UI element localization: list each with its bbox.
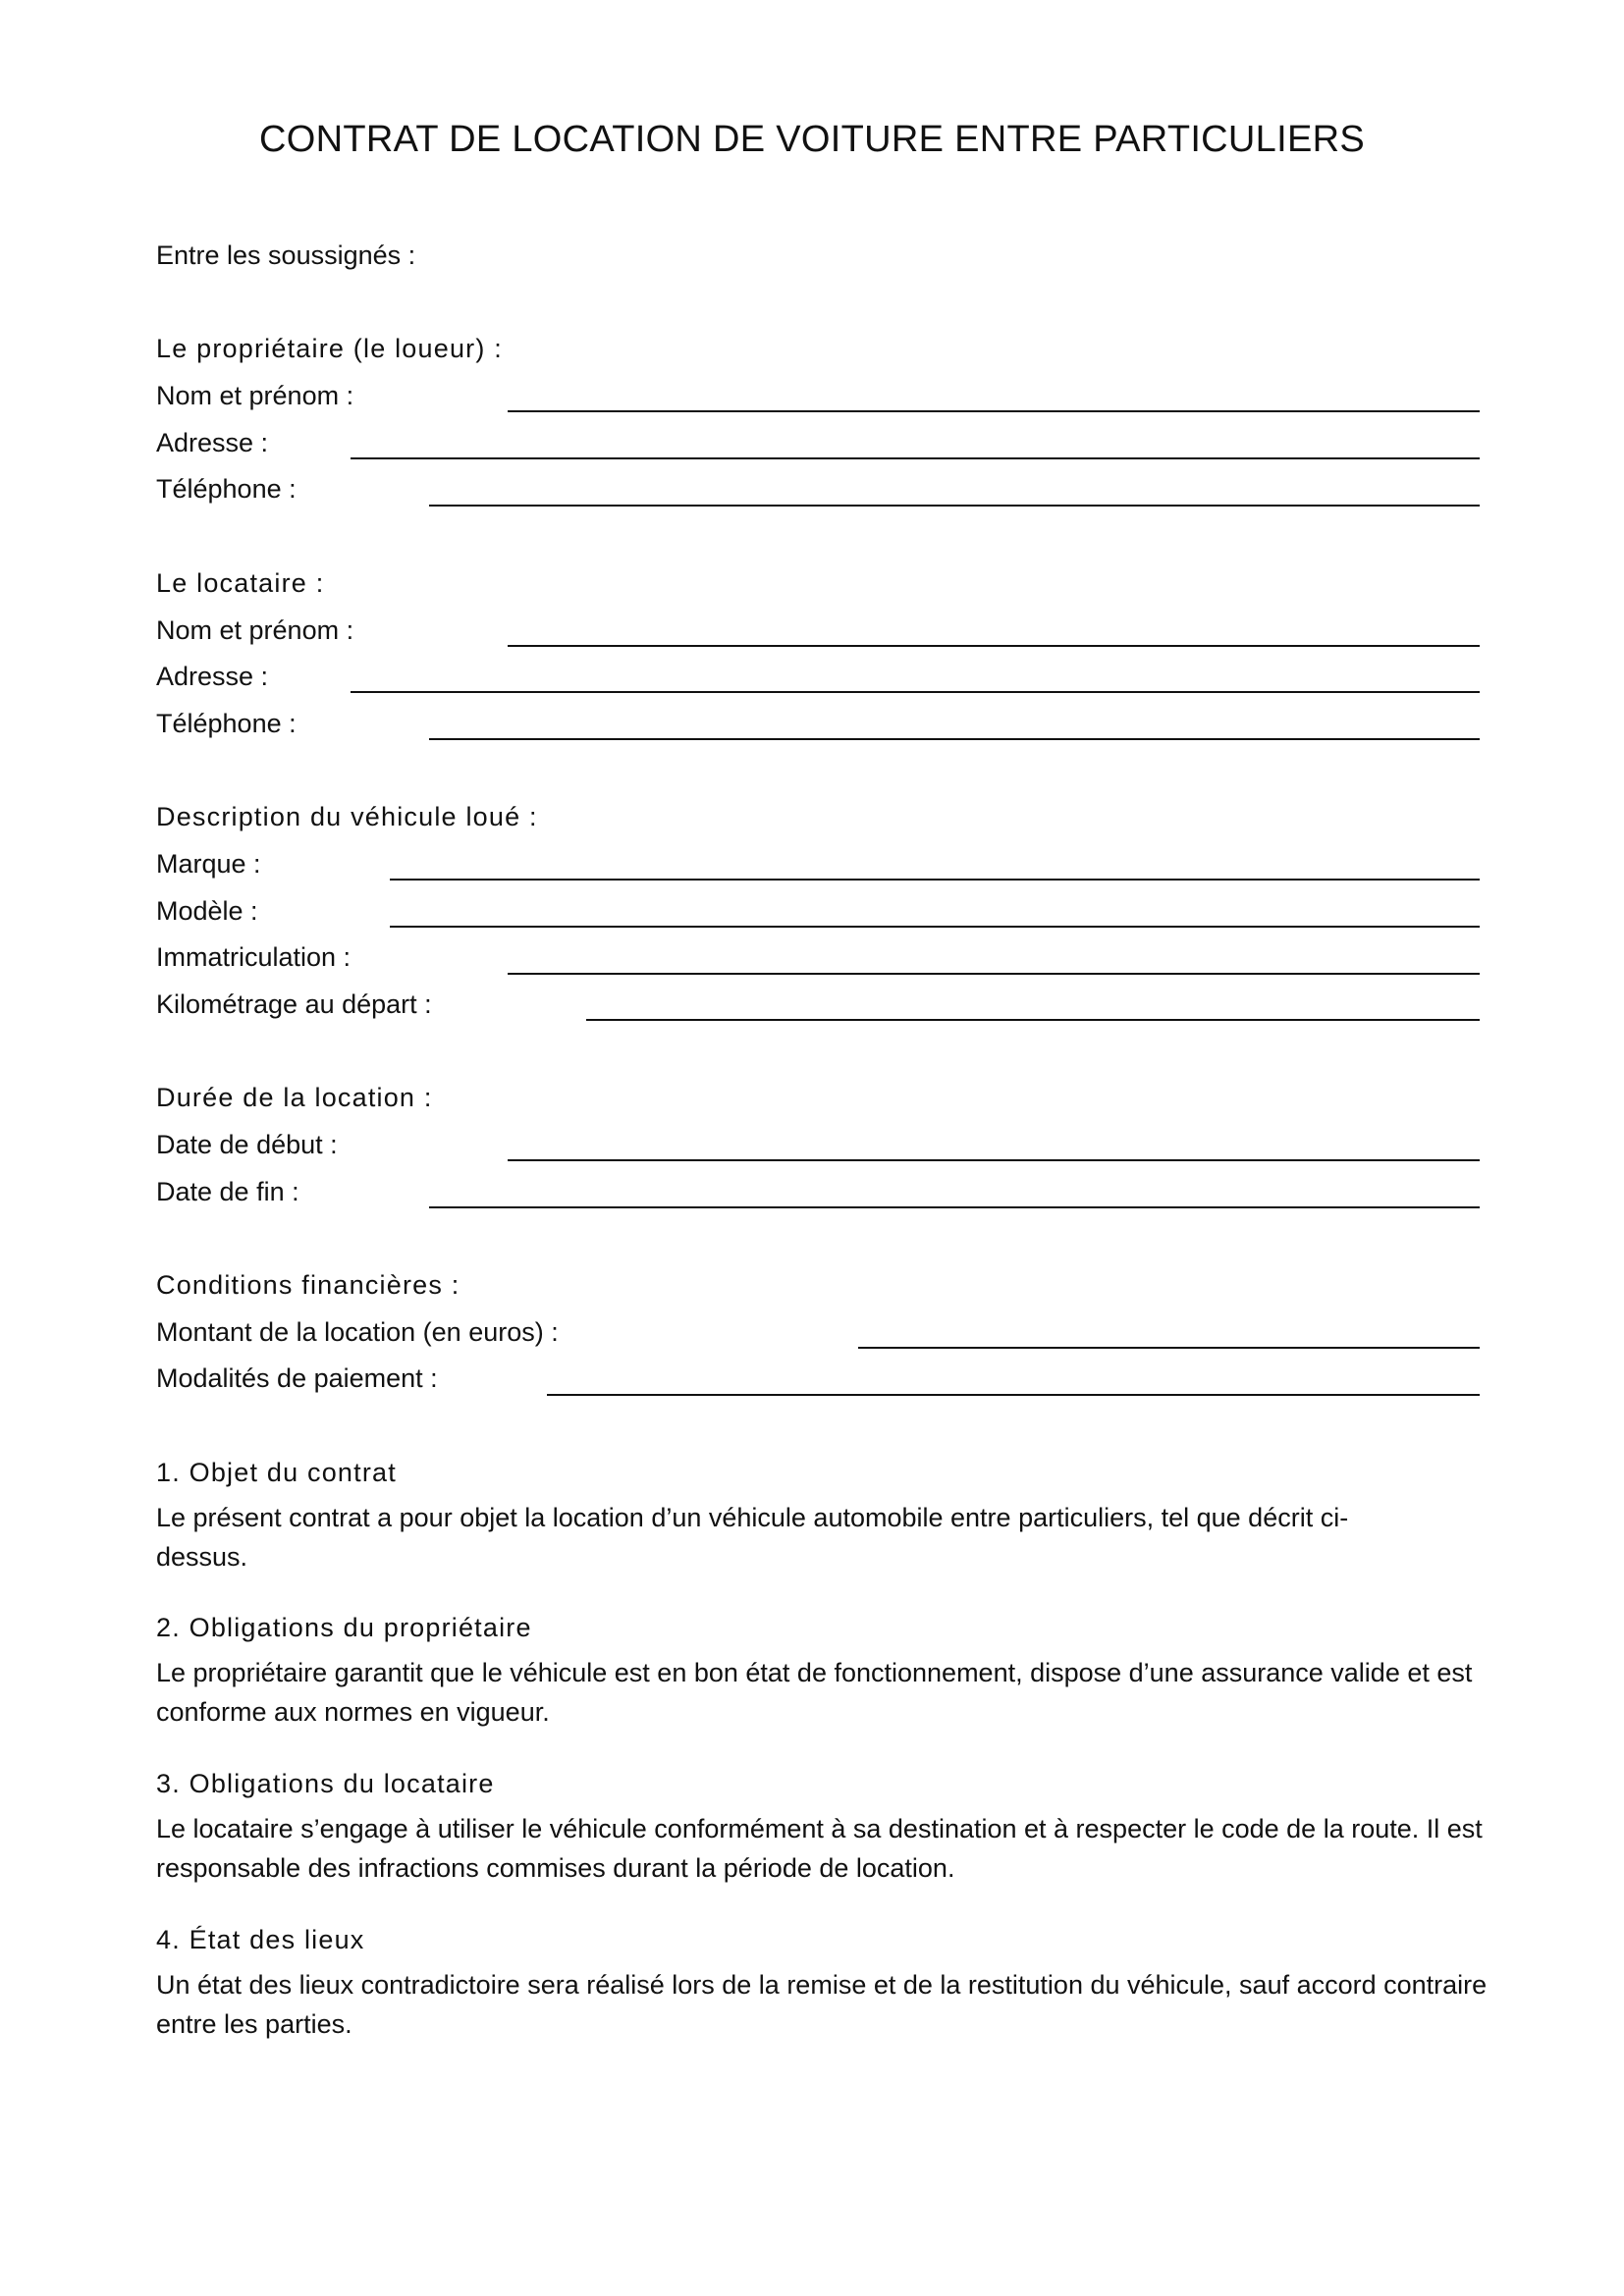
clause-text: Le propriétaire garantit que le véhicule est en bon état de fonctionnement, dispose d’une assurance valide et est conforme aux normes en vigueur.: [156, 1658, 1473, 1727]
owner-heading: Le propriétaire (le loueur) :: [156, 334, 503, 363]
duration-start-field[interactable]: [508, 1159, 1480, 1161]
tenant-phone-label: Téléphone :: [156, 709, 297, 738]
vehicle-plate-label: Immatriculation :: [156, 942, 352, 972]
clause-text: Un état des lieux contradictoire sera réalisé lors de la remise et de la restitution du véhicule, sauf accord contraire entre les parties.: [156, 1970, 1488, 2039]
financial-amount-field[interactable]: [858, 1347, 1480, 1349]
owner-phone-label: Téléphone :: [156, 474, 297, 504]
financial-payment-field[interactable]: [547, 1394, 1480, 1396]
tenant-name-field[interactable]: [508, 645, 1480, 647]
duration-end-field[interactable]: [429, 1206, 1480, 1208]
tenant-address-field[interactable]: [351, 691, 1480, 693]
tenant-phone-field[interactable]: [429, 738, 1480, 740]
vehicle-model-field[interactable]: [390, 926, 1480, 928]
financial-heading: Conditions financières :: [156, 1270, 460, 1300]
duration-start-label: Date de début :: [156, 1130, 338, 1159]
tenant-heading: Le locataire :: [156, 568, 325, 598]
vehicle-heading: Description du véhicule loué :: [156, 802, 538, 831]
duration-heading: Durée de la location :: [156, 1083, 433, 1112]
vehicle-brand-label: Marque :: [156, 849, 261, 879]
tenant-address-label: Adresse :: [156, 662, 269, 691]
owner-address-label: Adresse :: [156, 428, 269, 457]
clause-text: Le locataire s’engage à utiliser le véhicule conformément à sa destination et à respecter le code de la route. Il est responsable des infractions commises durant la période de location.: [156, 1814, 1483, 1883]
owner-name-label: Nom et prénom :: [156, 381, 354, 410]
vehicle-mileage-label: Kilométrage au départ :: [156, 989, 432, 1019]
vehicle-model-label: Modèle :: [156, 896, 258, 926]
clause-text: Le présent contrat a pour objet la location d’un véhicule automobile entre particuliers, tel que décrit ci-dessus.: [156, 1503, 1349, 1572]
clause-title: 2. Obligations du propriétaire: [156, 1613, 532, 1642]
tenant-name-label: Nom et prénom :: [156, 615, 354, 645]
clause-title: 4. État des lieux: [156, 1925, 365, 1954]
financial-amount-label: Montant de la location (en euros) :: [156, 1317, 559, 1347]
document-title: CONTRAT DE LOCATION DE VOITURE ENTRE PARTICULIERS: [259, 119, 1365, 160]
owner-address-field[interactable]: [351, 457, 1480, 459]
financial-payment-label: Modalités de paiement :: [156, 1363, 438, 1393]
duration-end-label: Date de fin :: [156, 1177, 299, 1206]
vehicle-brand-field[interactable]: [390, 879, 1480, 881]
owner-phone-field[interactable]: [429, 505, 1480, 507]
clause-title: 3. Obligations du locataire: [156, 1769, 495, 1798]
vehicle-plate-field[interactable]: [508, 973, 1480, 975]
intro-text: Entre les soussignés :: [156, 240, 416, 270]
vehicle-mileage-field[interactable]: [586, 1019, 1480, 1021]
clause-title: 1. Objet du contrat: [156, 1458, 397, 1487]
owner-name-field[interactable]: [508, 410, 1480, 412]
